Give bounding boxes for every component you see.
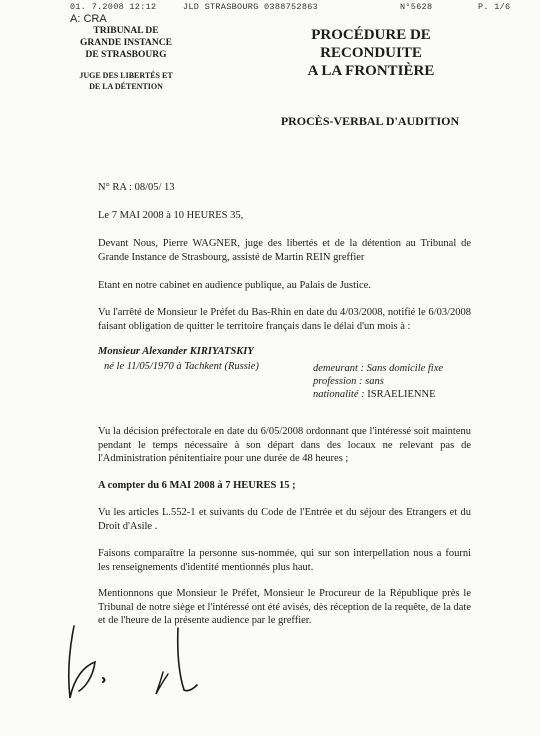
- court-line-4: JUGE DES LIBERTÉS ET: [79, 71, 173, 80]
- nationalite-label: nationalité :: [313, 389, 365, 400]
- a-compter-line: A compter du 6 MAI 2008 à 7 HEURES 15 ;: [98, 480, 296, 491]
- hearing-date: Le 7 MAI 2008 à 10 HEURES 35,: [98, 210, 244, 221]
- court-line-3: DE STRASBOURG: [85, 50, 167, 60]
- procedure-title-line-3: A LA FRONTIÈRE: [307, 63, 435, 79]
- nationalite-value: ISRAELIENNE: [367, 389, 436, 400]
- court-line-1: TRIBUNAL DE: [93, 26, 159, 36]
- court-line-5: DE LA DÉTENTION: [89, 82, 163, 91]
- judge-signature: [60, 620, 230, 710]
- fax-number: N°5628: [400, 2, 433, 12]
- procedure-title-line-2: RECONDUITE: [320, 45, 422, 61]
- arrete-paragraph: Vu l'arrêté de Monsieur le Préfet du Bas-Rhin en date du 4/03/2008, notifié le 6/03/2008 faisant obligation de quitter le territoire français dans le délai d'un mois à :: [98, 307, 471, 332]
- cabinet-paragraph: Etant en notre cabinet en audience publique, au Palais de Justice.: [98, 280, 371, 291]
- nationalite: [313, 388, 436, 402]
- procedure-title: [283, 26, 459, 80]
- birth-info: né le 11/05/1970 à Tachkent (Russie): [104, 361, 259, 372]
- person-name: Monsieur Alexander KIRIYATSKIY: [98, 346, 254, 357]
- court-line-2: GRANDE INSTANCE: [80, 38, 172, 48]
- fax-date-time: 01. 7.2008 12:12: [70, 2, 157, 12]
- fax-sender: JLD STRASBOURG 0388752863: [183, 2, 319, 12]
- court-name: [60, 25, 192, 61]
- demeurant: demeurant : Sans domicile fixe: [313, 363, 444, 374]
- mentionnons-paragraph: Mentionnons que Monsieur le Préfet, Monsieur le Procureur de la République près le Tribunal de notre siège et l'intéressé ont été avisés, dès réception de la requête, de la date et de l'heure de la présente audience par le greffier.: [98, 588, 471, 626]
- articles-paragraph: Vu les articles L.552-1 et suivants du Code de l'Entrée et du séjour des Etrangers et du Droit d'Asile .: [98, 507, 471, 532]
- routing-stamp: A: CRA: [70, 13, 107, 25]
- court-judge: [60, 70, 192, 92]
- procedure-title-line-1: PROCÉDURE DE: [311, 27, 431, 43]
- pv-title: PROCÈS-VERBAL D'AUDITION: [280, 114, 460, 128]
- profession: profession : sans: [313, 376, 384, 387]
- devant-paragraph: Devant Nous, Pierre WAGNER, juge des libertés et de la détention au Tribunal de Grande Instance de Strasbourg, assisté de Martin REIN greffier: [98, 238, 471, 263]
- ra-number: N° RA : 08/05/ 13: [98, 182, 175, 193]
- comparaitre-paragraph: Faisons comparaître la personne sus-nommée, qui sur son interpellation nous a fourni les renseignements d'identité mentionnés plus haut.: [98, 548, 471, 573]
- fax-page: P. 1/6: [478, 2, 511, 12]
- decision-paragraph: Vu la décision préfectorale en date du 6/05/2008 ordonnant que l'intéressé soit maintenu pendant le temps nécessaire à son départ dans des locaux ne relevant pas de l'Administration pénitentiaire pour une durée de 48 heures ;: [98, 426, 471, 464]
